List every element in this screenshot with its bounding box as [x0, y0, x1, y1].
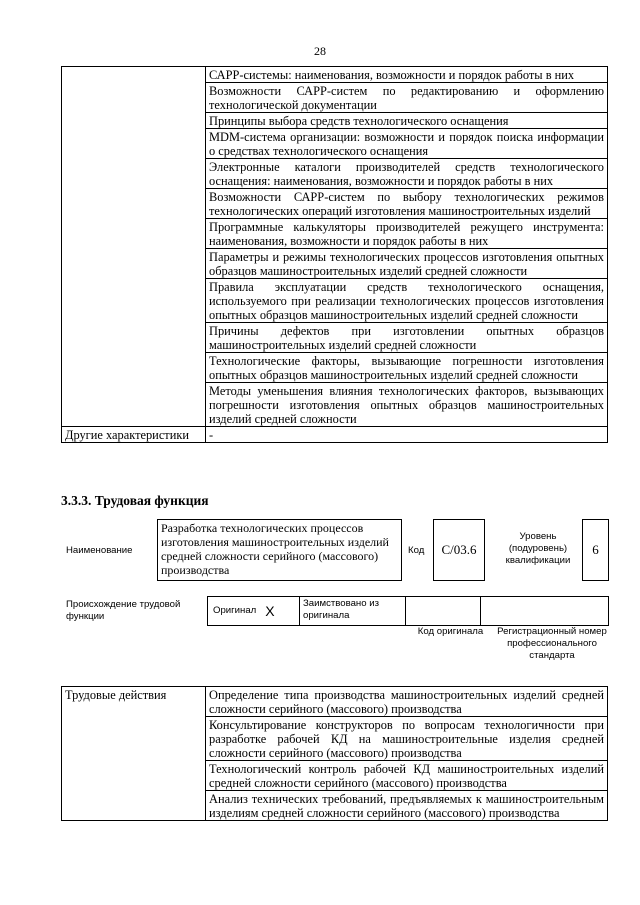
knowledge-item: Методы уменьшения влияния технологических факторов, вызывающих погрешности изготовления опытных образцов машиностроительных изделий средней сложности: [206, 383, 608, 427]
registration-number-cell: [481, 597, 608, 625]
knowledge-item: Параметры и режимы технологических процессов изготовления опытных образцов машиностроительных изделий средней сложности: [206, 249, 608, 279]
table-row: [62, 427, 608, 443]
original-label: Оригинал: [213, 605, 257, 616]
borrowed-label: Заимствовано из оригинала: [303, 598, 379, 621]
name-label: Наименование: [66, 545, 133, 556]
actions-label: Трудовые действия: [62, 687, 206, 821]
actions-table: [61, 686, 608, 821]
table-row: [62, 67, 608, 83]
knowledge-item: Электронные каталоги производителей средств технологического оснащения: наименования, возможности и порядок работы в них: [206, 159, 608, 189]
knowledge-item: САРР-системы: наименования, возможности и порядок работы в них: [206, 67, 608, 83]
borrowed-cell: [300, 597, 406, 625]
section-heading: 3.3.3. Трудовая функция: [61, 493, 209, 508]
action-item: Технологический контроль рабочей КД машиностроительных изделий средней сложности серийного (массового) производства: [206, 761, 608, 791]
original-checkmark: X: [265, 603, 275, 619]
function-name-box: Разработка технологических процессов изготовления машиностроительных изделий средней сложности серийного (массового) производства: [157, 519, 402, 581]
action-item: Консультирование конструкторов по вопросам технологичности при разработке рабочей КД на машиностроительные изделия средней сложности серийного (массового) производства: [206, 717, 608, 761]
knowledge-item: Принципы выбора средств технологического оснащения: [206, 113, 608, 129]
action-item: Анализ технических требований, предъявляемых к машиностроительным изделиям средней сложности серийного (массового) производства: [206, 791, 608, 821]
table-row: [62, 687, 608, 717]
level-box: 6: [582, 519, 609, 581]
action-item: Определение типа производства машиностроительных изделий средней сложности серийного (массового) производства: [206, 687, 608, 717]
level-label: Уровень (подуровень) квалификации: [505, 531, 571, 566]
other-characteristics-label: Другие характеристики: [62, 427, 206, 443]
original-code-cell: [406, 597, 481, 625]
page-number: 28: [314, 44, 326, 58]
knowledge-item: Технологические факторы, вызывающие погрешности изготовления опытных образцов машиностроительных изделий средней сложности: [206, 353, 608, 383]
other-characteristics-value: -: [206, 427, 608, 443]
knowledge-item: Программные калькуляторы производителей режущего инструмента: наименования, возможности и порядок работы в них: [206, 219, 608, 249]
knowledge-item: Возможности САРР-систем по выбору технологических режимов технологических операций изготовления машиностроительных изделий: [206, 189, 608, 219]
original-cell: [208, 597, 300, 625]
origin-label: Происхождение трудовой функции: [66, 599, 181, 622]
origin-row: [207, 596, 609, 626]
code-original-caption: Код оригинала: [417, 626, 484, 637]
row-label-empty: [62, 67, 206, 427]
registration-number-caption: Регистрационный номер профессионального стандарта: [497, 626, 607, 661]
knowledge-item: MDM-система организации: возможности и порядок поиска информации о средствах технологического оснащения: [206, 129, 608, 159]
knowledge-table: [61, 66, 608, 443]
knowledge-item: Причины дефектов при изготовлении опытных образцов машиностроительных изделий средней сложности: [206, 323, 608, 353]
code-label: Код: [408, 545, 425, 556]
knowledge-item: Возможности САРР-систем по редактированию и оформлению технологической документации: [206, 83, 608, 113]
knowledge-item: Правила эксплуатации средств технологического оснащения, используемого при реализации технологических процессов изготовления опытных образцов машиностроительных изделий средней сложности: [206, 279, 608, 323]
function-code-box: C/03.6: [433, 519, 485, 581]
